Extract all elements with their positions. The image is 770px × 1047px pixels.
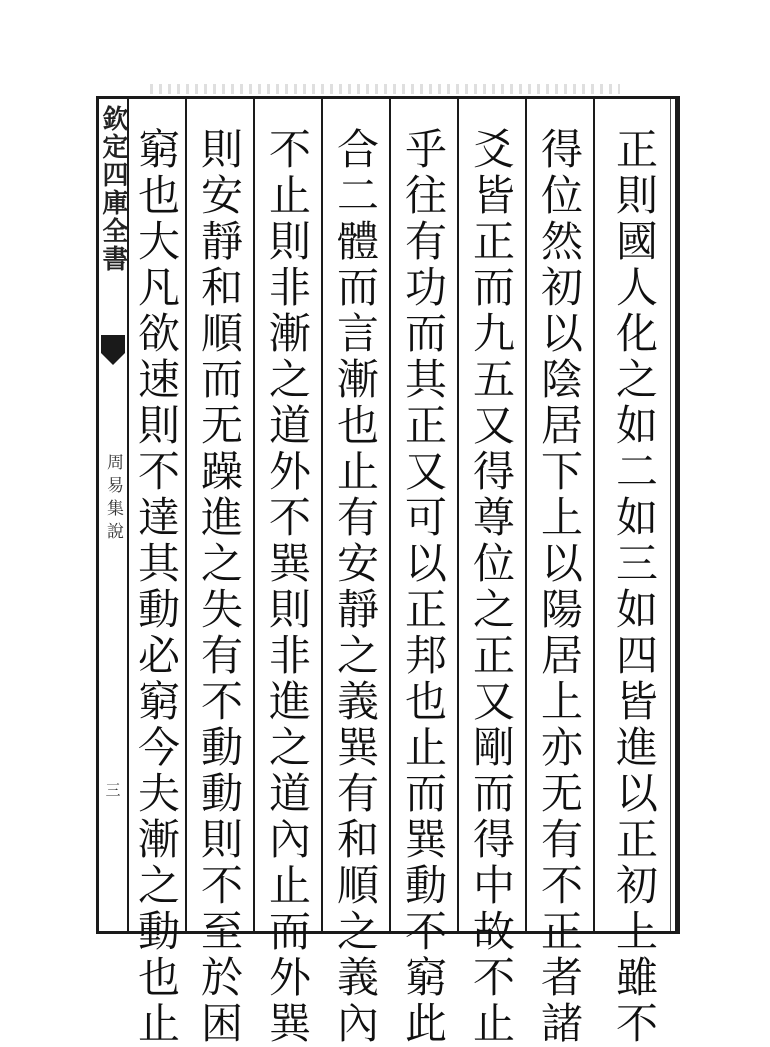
collection-title: 欽定四庫全書 bbox=[98, 105, 128, 273]
frame-inner-rule bbox=[670, 99, 671, 931]
page-number: 三 bbox=[105, 781, 121, 799]
fish-tail-mark bbox=[101, 335, 125, 365]
text-column: 正則國人化之如二如三如四皆進以正初上雖不 bbox=[610, 127, 659, 1047]
text-column: 合二體而言漸也止有安靜之義巽有和順之義內 bbox=[331, 127, 380, 1047]
page-frame bbox=[96, 96, 680, 1047]
text-column: 得位然初以陰居下上以陽居上亦无有不正者諸 bbox=[535, 127, 584, 1047]
text-column: 爻皆正而九五又得尊位之正又剛而得中故不止 bbox=[467, 127, 516, 1047]
text-column: 乎往有功而其正又可以正邦也止而巽動不窮此 bbox=[399, 127, 448, 1047]
text-column: 則安靜和順而无躁進之失有不動動則不至於困 bbox=[195, 127, 244, 1047]
book-title: 周易集說 bbox=[103, 453, 123, 545]
text-column: 不止則非漸之道外不巽則非進之道內止而外巽 bbox=[263, 127, 312, 1047]
top-edge-stains bbox=[150, 84, 620, 94]
text-column: 窮也大凡欲速則不達其動必窮今夫漸之動也止 bbox=[132, 127, 181, 1047]
column-rule bbox=[593, 99, 595, 931]
